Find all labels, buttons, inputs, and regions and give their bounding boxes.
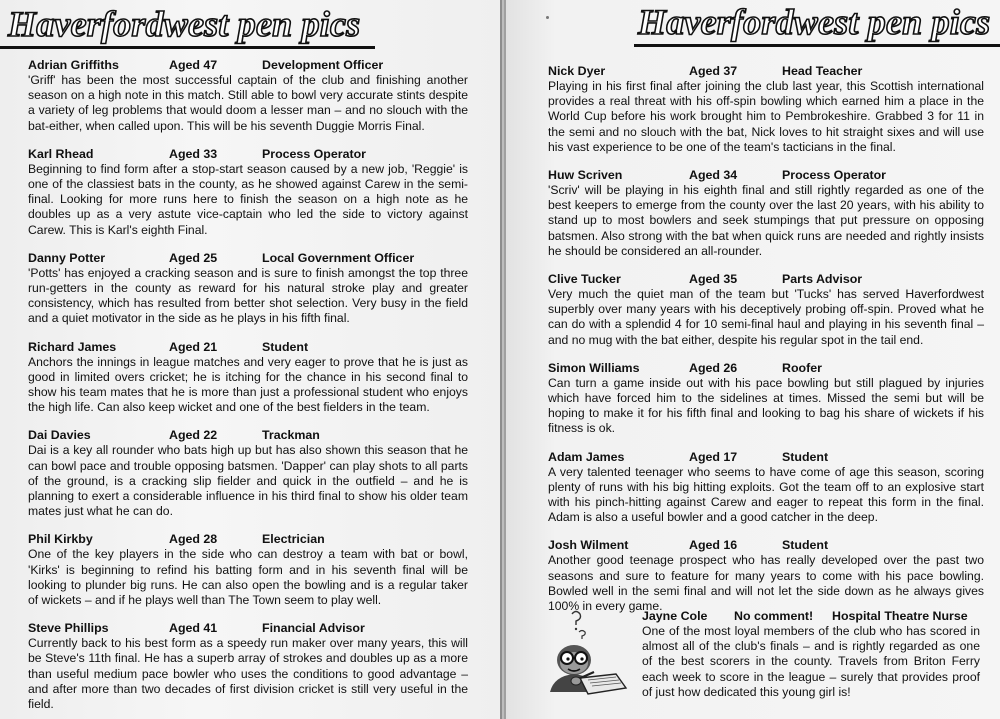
player-occupation: Development Officer xyxy=(262,58,384,72)
scorer-cartoon-icon xyxy=(532,608,632,696)
pen-pic-entry xyxy=(28,251,468,327)
player-occupation: Roofer xyxy=(782,360,822,375)
player-age: Aged 16 xyxy=(689,538,738,553)
pen-pic-entry xyxy=(28,58,468,134)
player-occupation: Process Operator xyxy=(262,146,366,161)
player-bio: Can turn a game inside out with his pace bowling but still plagued by injuries which have forced him to the sidelines at times. Missed the semi but will be hoping to make it for his fifth final and looking to bag his share of wickets if his fitness is ok. xyxy=(548,375,984,436)
player-occupation: Head Teacher xyxy=(782,64,863,78)
player-age: Aged 25 xyxy=(169,250,218,265)
player-age: Aged 35 xyxy=(689,272,738,287)
player-name: Richard James xyxy=(28,339,117,354)
player-age: Aged 26 xyxy=(689,360,738,375)
pen-pic-entry xyxy=(28,621,468,712)
left-page-title: Haverfordwest pen pics xyxy=(8,4,361,44)
player-age: Aged 47 xyxy=(169,58,218,72)
entry-header xyxy=(28,147,468,162)
player-occupation: Trackman xyxy=(262,428,320,443)
entry-header xyxy=(28,58,468,73)
player-occupation: Student xyxy=(262,339,309,354)
player-name: Clive Tucker xyxy=(548,272,621,287)
player-occupation: Student xyxy=(782,538,829,553)
pen-pic-entry xyxy=(548,168,984,259)
entry-header xyxy=(28,532,468,547)
player-bio: Anchors the innings in league matches and very eager to prove that he is just as good in limited overs cricket; he is itching for the chance in his second final to show his team mates that he is more than just a professional student who enjoys the high life. Can also keep wicket and one of the best fielders in the team. xyxy=(28,354,468,415)
player-name: Adam James xyxy=(548,449,625,464)
player-name: Steve Phillips xyxy=(28,621,109,636)
player-bio: One of the key players in the side who can destroy a team with bat or bowl, 'Kirks' is beginning to refind his batting form and in his seventh final will be looking to plunder big runs. He can also open the bowling and is a regular taker of wickets – and if he plays well than The Town seem to play well. xyxy=(28,547,468,608)
entry-header xyxy=(28,621,468,636)
left-title-rule xyxy=(0,46,375,49)
entry-header xyxy=(548,538,984,553)
scorer-name: Jayne Cole xyxy=(642,609,708,623)
player-name: Josh Wilment xyxy=(548,538,629,553)
player-name: Phil Kirkby xyxy=(28,532,93,547)
entry-header xyxy=(28,428,468,443)
right-page-title: Haverfordwest pen pics xyxy=(638,2,991,42)
entry-header xyxy=(548,450,984,465)
player-name: Karl Rhead xyxy=(28,146,94,161)
player-bio: Beginning to find form after a stop-start season caused by a new job, 'Reggie' is one of the classiest bats in the county, as he showed against Carew in the semi-final. Looking for more runs here to finish the season on a high note as he doubles up as a very astute vice-captain who led the side to victory against Carew. This is Karl's eighth Final. xyxy=(28,161,468,237)
player-bio: Very much the quiet man of the team but 'Tucks' has served Haverfordwest superbly over many years with his deceptively probing off-spin. Proved what he can do with a splendid 4 for 10 semi-final haul and playing in his seventh final – and no mug with the bat either, despite his regular spot in the tail end. xyxy=(548,287,984,347)
entry-header xyxy=(28,251,468,266)
player-name: Simon Williams xyxy=(548,360,640,375)
right-entries xyxy=(548,64,984,627)
entry-header xyxy=(642,609,980,624)
player-age: Aged 34 xyxy=(689,168,738,183)
player-age: Aged 21 xyxy=(169,339,218,354)
player-age: Aged 28 xyxy=(169,532,218,547)
scorer-age: No comment! xyxy=(734,609,814,623)
pen-pic-entry xyxy=(28,532,468,608)
player-bio: A very talented teenager who seems to have come of age this season, scoring plenty of runs with his big hitting exploits. Got the team off to an explosive start with his pinch-hitting against Carew and eager to repeat this form in the final. Adam is also a useful bowler and a good catcher in the deep. xyxy=(548,464,984,525)
player-occupation: Parts Advisor xyxy=(782,272,863,287)
player-occupation: Local Government Officer xyxy=(262,250,415,265)
scorer-bio: One of the most loyal members of the club who has scored in almost all of the club's finals – and is rightly regarded as one of the best scorers in the county. Travels from Briton Ferry each week to score in the league – surely that provides proof of just how dedicated this young girl is! xyxy=(642,624,980,699)
player-age: Aged 41 xyxy=(169,621,218,636)
pen-pic-entry xyxy=(28,147,468,238)
player-name: Huw Scriven xyxy=(548,168,623,183)
entry-header xyxy=(548,272,984,287)
player-occupation: Student xyxy=(782,449,829,464)
player-name: Dai Davies xyxy=(28,428,91,443)
player-age: Aged 37 xyxy=(689,64,738,78)
player-bio: Playing in his first final after joining the club last year, this Scottish international provides a real threat with his off-spin bowling which earned him a place in the World Cup before his work brought him to Pembrokeshire. Grabbed 3 for 11 in the semi and no slouch with the bat, Nick loves to hit straight sixes and will use his vast experience to be one of the team's tacticians in the final. xyxy=(548,79,984,154)
left-entries xyxy=(28,58,468,719)
pen-pic-entry xyxy=(548,538,984,614)
player-name: Adrian Griffiths xyxy=(28,58,119,72)
pen-pic-entry xyxy=(548,272,984,348)
player-bio: Another good teenage prospect who has really developed over the past two seasons and sure to feature for many years to come with his pace bowling. Bowled well in the semi final and will not let the side down as he always gives 100% in every game. xyxy=(548,553,984,614)
pen-pic-entry xyxy=(548,361,984,437)
scorer-entry xyxy=(642,609,980,700)
entry-header xyxy=(548,361,984,376)
print-speck xyxy=(546,16,549,19)
player-occupation: Financial Advisor xyxy=(262,621,365,636)
player-name: Nick Dyer xyxy=(548,64,606,78)
pen-pic-entry xyxy=(28,428,468,519)
pen-pic-entry xyxy=(548,64,984,155)
player-age: Aged 17 xyxy=(689,449,738,464)
player-age: Aged 22 xyxy=(169,428,218,443)
pen-pic-entry xyxy=(28,340,468,416)
player-age: Aged 33 xyxy=(169,146,218,161)
player-bio: 'Scriv' will be playing in his eighth final and still rightly regarded as one of the best keepers to emerge from the county over the last 20 years, with his ability to stand up to most bowlers and seek stumpings that put pressure on opposing batsmen. Also strong with the bat when quick runs are needed and rightly insists he should be considered an all-rounder. xyxy=(548,183,984,258)
player-bio: Currently back to his best form as a speedy run maker over many years, this will be Steve's 11th final. He has a superb array of strokes and doubles up as a more than useful medium pace bowler who uses the conditions to good advantage – and after more than two decades of first division cricket is still very useful in the field. xyxy=(28,636,468,712)
entry-header xyxy=(28,340,468,355)
scorer-occupation: Hospital Theatre Nurse xyxy=(832,609,968,623)
pen-pic-entry xyxy=(548,450,984,526)
player-bio: Dai is a key all rounder who bats high up but has also shown this season that he can bowl pace and trouble opposing batsmen. 'Dapper' can play shots to all parts of the ground, is a cracking slip fielder and quick in the outfield – and he is planning to exert a considerable influence in his third final to show his older team mates just what he can do. xyxy=(28,443,468,519)
player-bio: 'Griff' has been the most successful captain of the club and finishing another season on a high note in this match. Still able to bowl very accurate stints despite a variety of leg problems that would doom a lesser man – and no slouch with the bat-either, when called upon. This will be his seventh Duggie Morris Final. xyxy=(28,73,468,133)
entry-header xyxy=(548,168,984,183)
player-occupation: Electrician xyxy=(262,532,325,547)
player-name: Danny Potter xyxy=(28,250,106,265)
entry-header xyxy=(548,64,984,79)
right-title-rule xyxy=(634,44,1000,47)
player-occupation: Process Operator xyxy=(782,168,886,183)
player-bio: 'Potts' has enjoyed a cracking season and is sure to finish amongst the top three run-getters in the county as reward for his natural stroke play and greater consistency, which has resulted from better shot selection. Very busy in the field and a quiet motivator in the side as he plays in his fifth final. xyxy=(28,265,468,326)
